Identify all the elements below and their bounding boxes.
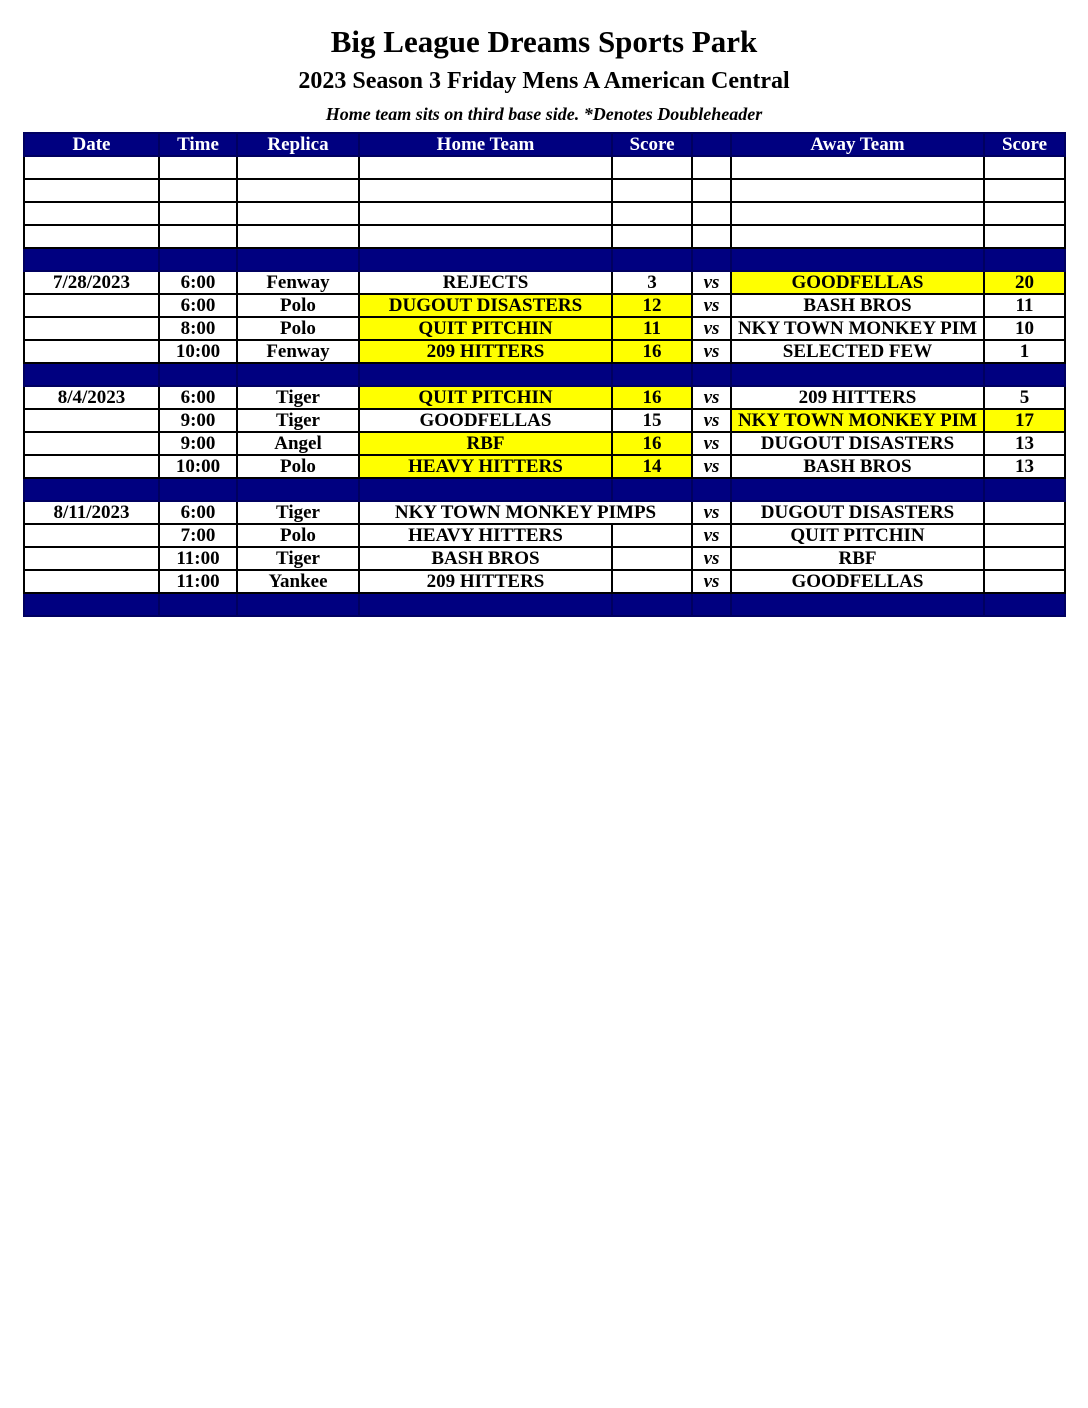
page-title: Big League Dreams Sports Park xyxy=(330,24,758,59)
away-team: 209 HITTERS xyxy=(731,386,984,409)
game-time: 10:00 xyxy=(159,340,237,363)
separator-row xyxy=(24,363,1065,386)
game-date xyxy=(24,524,159,547)
home-team: HEAVY HITTERS xyxy=(359,524,612,547)
home-team: HEAVY HITTERS xyxy=(359,455,612,478)
home-score: 16 xyxy=(612,432,692,455)
home-team: BASH BROS xyxy=(359,547,612,570)
game-row xyxy=(24,294,1065,317)
away-team: BASH BROS xyxy=(731,455,984,478)
away-team: SELECTED FEW xyxy=(731,340,984,363)
home-score xyxy=(612,570,692,593)
separator-row xyxy=(24,593,1065,616)
game-time: 6:00 xyxy=(159,271,237,294)
game-date xyxy=(24,294,159,317)
game-date xyxy=(24,409,159,432)
vs-label: vs xyxy=(692,409,731,432)
game-date: 7/28/2023 xyxy=(24,271,159,294)
away-team: BASH BROS xyxy=(731,294,984,317)
away-score xyxy=(984,570,1065,593)
game-row xyxy=(24,340,1065,363)
home-score xyxy=(612,547,692,570)
vs-label: vs xyxy=(692,432,731,455)
away-score: 11 xyxy=(984,294,1065,317)
home-team: 209 HITTERS xyxy=(359,340,612,363)
game-row xyxy=(24,271,1065,294)
col-header-home-score: Score xyxy=(612,133,692,156)
away-team: GOODFELLAS xyxy=(731,271,984,294)
separator-row xyxy=(24,478,1065,501)
away-team: NKY TOWN MONKEY PIM xyxy=(731,317,984,340)
vs-label: vs xyxy=(692,570,731,593)
col-header-replica: Replica xyxy=(237,133,359,156)
game-row xyxy=(24,432,1065,455)
vs-label: vs xyxy=(692,340,731,363)
away-score: 20 xyxy=(984,271,1065,294)
game-row xyxy=(24,317,1065,340)
game-time: 9:00 xyxy=(159,409,237,432)
col-header-vs xyxy=(692,133,731,156)
home-team: QUIT PITCHIN xyxy=(359,386,612,409)
blank-row xyxy=(24,225,1065,248)
game-date xyxy=(24,317,159,340)
game-time: 6:00 xyxy=(159,386,237,409)
away-score xyxy=(984,524,1065,547)
game-field: Angel xyxy=(237,432,359,455)
home-score: 16 xyxy=(612,386,692,409)
vs-label: vs xyxy=(692,455,731,478)
home-team: 209 HITTERS xyxy=(359,570,612,593)
home-team: REJECTS xyxy=(359,271,612,294)
game-field: Tiger xyxy=(237,547,359,570)
home-score: 16 xyxy=(612,340,692,363)
game-field: Fenway xyxy=(237,340,359,363)
game-row xyxy=(24,409,1065,432)
game-field: Tiger xyxy=(237,386,359,409)
vs-label: vs xyxy=(692,524,731,547)
game-field: Tiger xyxy=(237,409,359,432)
home-score xyxy=(612,524,692,547)
game-row xyxy=(24,386,1065,409)
game-row xyxy=(24,547,1065,570)
game-date xyxy=(24,570,159,593)
blank-row xyxy=(24,202,1065,225)
home-score: 14 xyxy=(612,455,692,478)
vs-label: vs xyxy=(692,317,731,340)
game-field: Polo xyxy=(237,455,359,478)
col-header-away-score: Score xyxy=(984,133,1065,156)
vs-label: vs xyxy=(692,271,731,294)
page-subtitle: 2023 Season 3 Friday Mens A American Central xyxy=(298,68,790,94)
col-header-date: Date xyxy=(24,133,159,156)
away-score: 13 xyxy=(984,455,1065,478)
game-date xyxy=(24,432,159,455)
game-field: Polo xyxy=(237,317,359,340)
game-time: 10:00 xyxy=(159,455,237,478)
header-row xyxy=(24,133,1065,156)
away-score: 13 xyxy=(984,432,1065,455)
game-row xyxy=(24,570,1065,593)
game-time: 11:00 xyxy=(159,547,237,570)
game-field: Polo xyxy=(237,294,359,317)
game-row xyxy=(24,455,1065,478)
home-score: 11 xyxy=(612,317,692,340)
game-time: 8:00 xyxy=(159,317,237,340)
separator-row xyxy=(24,248,1065,271)
game-time: 6:00 xyxy=(159,294,237,317)
page-note: Home team sits on third base side. *Denotes Doubleheader xyxy=(325,104,763,124)
game-time: 7:00 xyxy=(159,524,237,547)
away-team: GOODFELLAS xyxy=(731,570,984,593)
away-team: RBF xyxy=(731,547,984,570)
game-field: Tiger xyxy=(237,501,359,524)
away-score: 5 xyxy=(984,386,1065,409)
game-row xyxy=(24,501,1065,524)
away-team: DUGOUT DISASTERS xyxy=(731,432,984,455)
away-score: 1 xyxy=(984,340,1065,363)
game-date: 8/11/2023 xyxy=(24,501,159,524)
game-date xyxy=(24,455,159,478)
away-score: 17 xyxy=(984,409,1065,432)
away-score xyxy=(984,547,1065,570)
col-header-home-team: Home Team xyxy=(359,133,612,156)
home-team: NKY TOWN MONKEY PIMPS xyxy=(359,501,692,524)
home-team: GOODFELLAS xyxy=(359,409,612,432)
col-header-away-team: Away Team xyxy=(731,133,984,156)
away-team: DUGOUT DISASTERS xyxy=(731,501,984,524)
away-team: QUIT PITCHIN xyxy=(731,524,984,547)
vs-label: vs xyxy=(692,501,731,524)
blank-row xyxy=(24,156,1065,179)
home-score: 12 xyxy=(612,294,692,317)
away-score: 10 xyxy=(984,317,1065,340)
away-score xyxy=(984,501,1065,524)
home-score: 3 xyxy=(612,271,692,294)
vs-label: vs xyxy=(692,294,731,317)
home-team: QUIT PITCHIN xyxy=(359,317,612,340)
schedule-table xyxy=(23,132,1066,617)
game-field: Fenway xyxy=(237,271,359,294)
game-date xyxy=(24,547,159,570)
game-field: Polo xyxy=(237,524,359,547)
home-team: RBF xyxy=(359,432,612,455)
game-time: 9:00 xyxy=(159,432,237,455)
away-team: NKY TOWN MONKEY PIM xyxy=(731,409,984,432)
col-header-time: Time xyxy=(159,133,237,156)
vs-label: vs xyxy=(692,547,731,570)
game-time: 11:00 xyxy=(159,570,237,593)
game-date xyxy=(24,340,159,363)
game-date: 8/4/2023 xyxy=(24,386,159,409)
home-team: DUGOUT DISASTERS xyxy=(359,294,612,317)
vs-label: vs xyxy=(692,386,731,409)
blank-row xyxy=(24,179,1065,202)
game-field: Yankee xyxy=(237,570,359,593)
home-score: 15 xyxy=(612,409,692,432)
game-row xyxy=(24,524,1065,547)
game-time: 6:00 xyxy=(159,501,237,524)
